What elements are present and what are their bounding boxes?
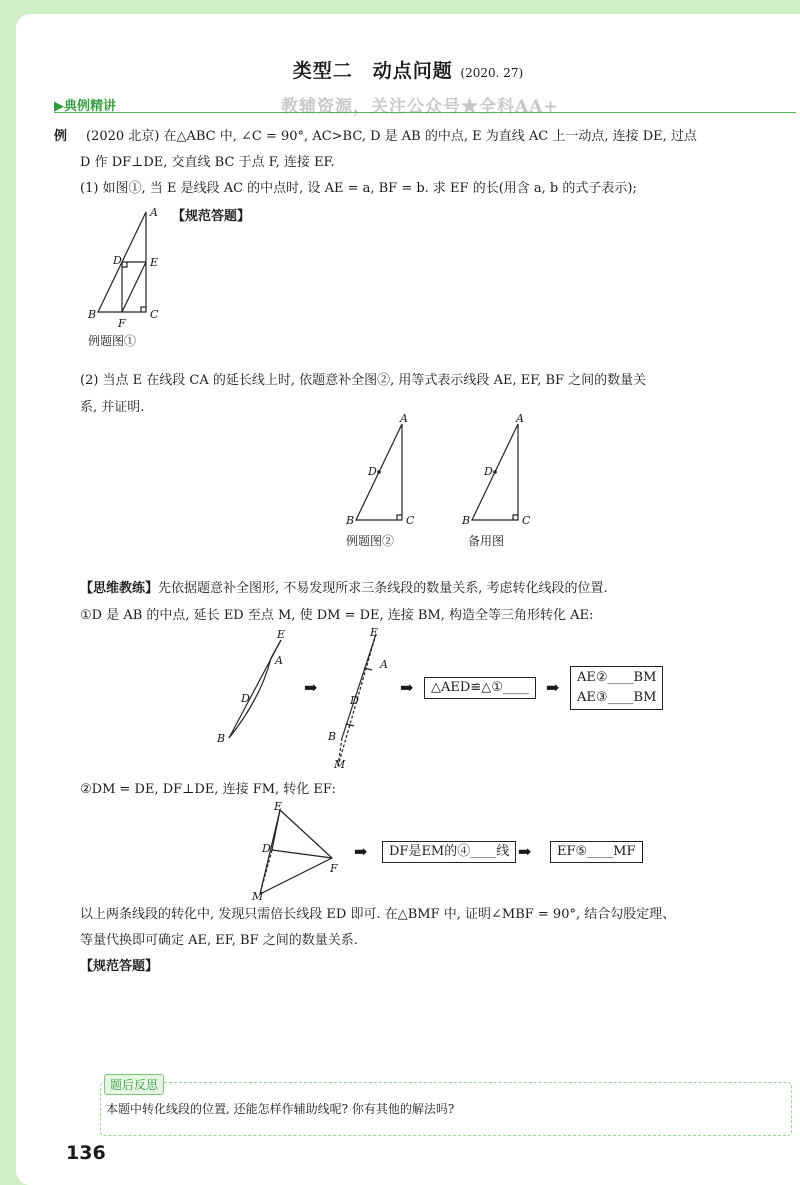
label-c: C (406, 514, 415, 527)
label-e: E (274, 802, 283, 813)
figure-2 (330, 414, 440, 529)
segment-ef (122, 262, 146, 312)
box-median: DF是EM的④____线 (382, 841, 516, 863)
page (16, 14, 800, 1185)
label-d: D (484, 465, 493, 478)
page-number: 136 (66, 1142, 106, 1164)
label-b: B (328, 730, 337, 743)
label-b: B (88, 308, 97, 321)
problem-line-1: (2020 北京) 在△ABC 中, ∠C = 90°, AC>BC, D 是 AB 的中点, E 为直线 AC 上一动点, 连接 DE, 过点 (86, 129, 697, 144)
label-m: M (252, 890, 264, 902)
reflection-tag: 题后反思 (104, 1074, 164, 1095)
right-angle-mark (122, 262, 127, 267)
label-c: C (150, 308, 159, 321)
watermark: 教辅资源，关注公众号★全科AA+ (281, 97, 559, 117)
section-divider (54, 112, 796, 113)
label-b: B (462, 514, 471, 527)
label-a: A (516, 414, 524, 425)
right-angle-mark (397, 515, 402, 520)
reflection-text: 本题中转化线段的位置, 还能怎样作辅助线呢? 你有其他的解法吗? (106, 1102, 455, 1116)
point-d (377, 470, 381, 474)
summary-line-1: 以上两条线段的转化中, 发现只需倍长线段 ED 即可. 在△BMF 中, 证明∠MBF = 90°, 结合勾股定理、 (80, 907, 676, 922)
part-2-line-2: 系, 并证明. (80, 400, 145, 415)
thinking-step-2: ②DM = DE, DF⊥DE, 连接 FM, 转化 EF: (80, 782, 336, 797)
label-a: A (380, 658, 388, 671)
problem-line-2: D 作 DF⊥DE, 交直线 BC 于点 F, 连接 EF. (80, 155, 335, 170)
summary-line-2: 等量代换即可确定 AE, EF, BF 之间的数量关系. (80, 933, 358, 948)
label-a: A (400, 414, 408, 425)
right-angle-mark (141, 307, 146, 312)
thinking-line: 【思维教练】先依据题意补全图形, 不易发现所求三条线段的数量关系, 考虑转化线段的位置. (80, 581, 608, 596)
label-m: M (334, 758, 346, 770)
label-d: D (113, 254, 122, 267)
answer-label-1: 【规范答题】 (172, 209, 251, 224)
label-d: D (241, 692, 250, 705)
label-e: E (277, 628, 286, 641)
fig1-caption: 例题图① (88, 334, 137, 348)
box-ae-bm-line-2: AE③____BM (577, 690, 657, 705)
answer-label-2: 【规范答题】 (80, 959, 159, 974)
label-f: F (118, 317, 126, 329)
problem-label: 例 (54, 129, 68, 144)
box-ae-bm (570, 666, 663, 710)
label-b: B (217, 732, 226, 745)
label-d: D (262, 842, 271, 855)
label-a: A (275, 654, 283, 667)
part-1: (1) 如图①, 当 E 是线段 AC 的中点时, 设 AE = a, BF = b. 求 EF 的长(用含 a, b 的式子表示); (80, 181, 637, 196)
page-title: 类型二 动点问题 (2020. 27) (292, 60, 524, 82)
label-b: B (346, 514, 355, 527)
arrow-icon: ➡ (400, 678, 414, 697)
label-d: D (368, 465, 377, 478)
figure-1 (86, 204, 196, 329)
thinking-step-1: ①D 是 AB 的中点, 延长 ED 至点 M, 使 DM = DE, 连接 BM, 构造全等三角形转化 AE: (80, 608, 594, 623)
part-2-line-1: (2) 当点 E 在线段 CA 的延长线上时, 依题意补全图②, 用等式表示线段 AE, EF, BF 之间的数量关 (80, 373, 647, 388)
segment-df (272, 850, 332, 858)
label-e: E (150, 256, 159, 269)
point-d (493, 470, 497, 474)
segment-ed (272, 810, 280, 850)
fig2-caption: 例题图② (346, 534, 395, 548)
arrow-icon: ➡ (304, 678, 318, 697)
step2-figure (244, 802, 344, 902)
step1-figure-a (211, 628, 311, 748)
fig3-caption: 备用图 (468, 534, 505, 548)
step1-figure-b (316, 628, 396, 770)
section-tag: ▶典例精讲 (54, 99, 117, 114)
segment-eb (342, 634, 376, 738)
label-f: F (330, 862, 338, 875)
label-e: E (370, 628, 379, 639)
label-a: A (150, 206, 158, 219)
box-congruent: △AED≌△①____ (424, 677, 536, 699)
arrow-icon: ➡ (546, 678, 560, 697)
figure-backup (446, 414, 556, 529)
label-d: D (350, 694, 359, 707)
box-ef-mf: EF⑤____MF (550, 841, 643, 863)
thinking-label: 【思维教练】 (80, 581, 159, 596)
arrow-icon: ➡ (354, 842, 368, 861)
arrow-icon: ➡ (518, 842, 532, 861)
box-ae-bm-line-1: AE②____BM (577, 670, 657, 685)
right-angle-mark (513, 515, 518, 520)
book-icon: ▶ (54, 99, 64, 114)
label-c: C (522, 514, 531, 527)
